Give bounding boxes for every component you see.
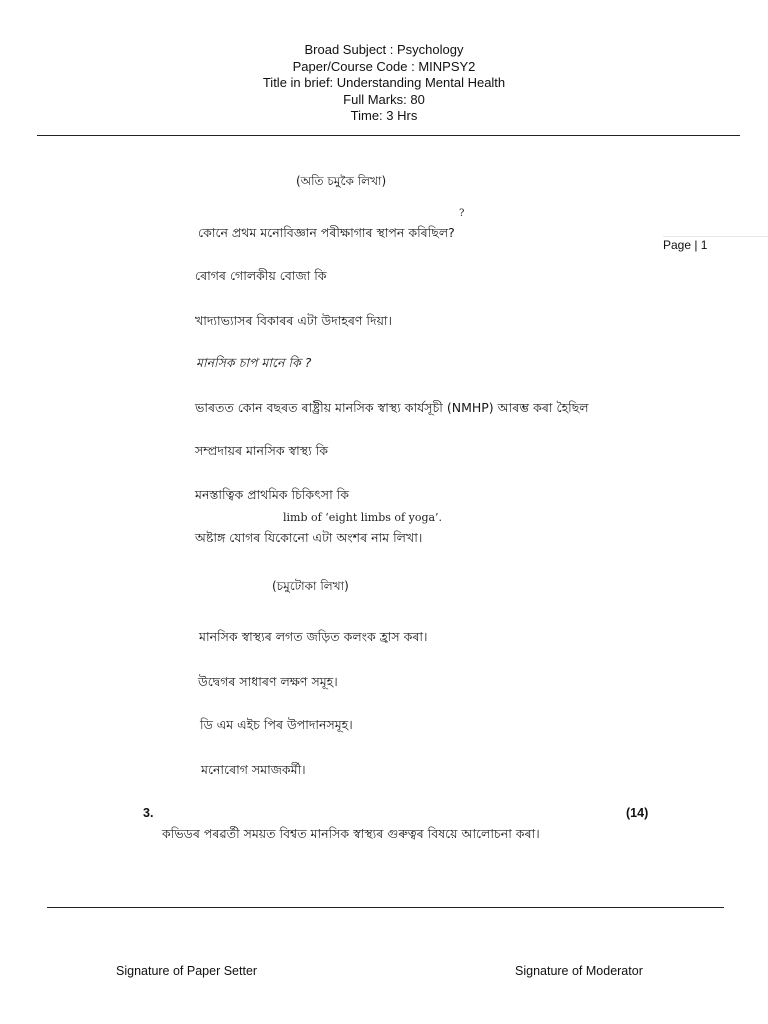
question-3-text: কভিডৰ পৰৱৰ্তী সময়ত বিশ্বত মানসিক স্বাস্থ্যৰ গুৰুত্বৰ বিষয়ে আলোচনা কৰা।: [162, 826, 540, 841]
stray-question-mark: ?: [459, 208, 465, 219]
time-line: Time: 3 Hrs: [350, 108, 418, 123]
question-1f: সম্প্ৰদায়ৰ মানসিক স্বাস্থ্য কি: [195, 443, 328, 458]
broad-subject-line: Broad Subject : Psychology: [304, 42, 464, 57]
page-label-rule: [663, 236, 768, 237]
course-code-line: Paper/Course Code : MINPSY2: [292, 58, 476, 74]
question-1g: মনস্তাত্বিক প্ৰাথমিক চিকিৎসা কি: [195, 487, 349, 502]
title-line: Title in brief: Understanding Mental Health: [262, 75, 506, 90]
question-1h: অষ্টাঙ্গ যোগৰ যিকোনো এটা অংশৰ নাম লিখা।: [195, 530, 423, 545]
question-3-number: 3.: [143, 806, 154, 820]
section-b-instruction: (চমুটোকা লিখা): [272, 579, 349, 593]
question-2c: ডি এম এইচ পিৰ উপাদানসমূহ।: [200, 717, 353, 732]
moderator-signature: Signature of Moderator: [515, 964, 643, 978]
question-3-marks: (14): [626, 806, 649, 820]
question-1c: খাদ্যাভ্যাসৰ বিকাৰৰ এটা উদাহৰণ দিয়া।: [195, 313, 393, 328]
question-1d: মানসিক চাপ মানে কি ?: [196, 355, 312, 370]
question-2d: মনোৰোগ সমাজকৰ্মী।: [201, 762, 306, 777]
question-1b: ৰোগৰ গোলকীয় বোজা কি: [195, 268, 327, 283]
section-a-instruction: (অতি চমুকৈ লিখা): [296, 174, 387, 188]
full-marks-line: Full Marks: 80: [343, 91, 425, 107]
question-2b: উদ্বেগৰ সাধাৰণ লক্ষণ সমূহ।: [198, 674, 338, 689]
paper-setter-signature: Signature of Paper Setter: [116, 964, 258, 978]
question-1h-english: limb of ‘eight limbs of yoga’.: [283, 511, 443, 524]
question-1a: কোনে প্ৰথম মনোবিজ্ঞান পৰীক্ষাগাৰ স্থাপন কৰিছিল?: [198, 225, 455, 240]
page-number-label: Page | 1: [663, 238, 708, 252]
question-1e: ভাৰতত কোন বছৰত ৰাষ্ট্ৰীয় মানসিক স্বাস্থ্য কাৰ্যসূচী (NMHP) আৰম্ভ কৰা হৈছিল: [195, 400, 589, 415]
header-divider: [37, 135, 740, 136]
footer-divider: [47, 907, 724, 908]
question-2a: মানসিক স্বাস্থ্যৰ লগত জড়িত কলংক হ্ৰাস কৰা।: [199, 629, 428, 644]
exam-header: [0, 42, 768, 125]
